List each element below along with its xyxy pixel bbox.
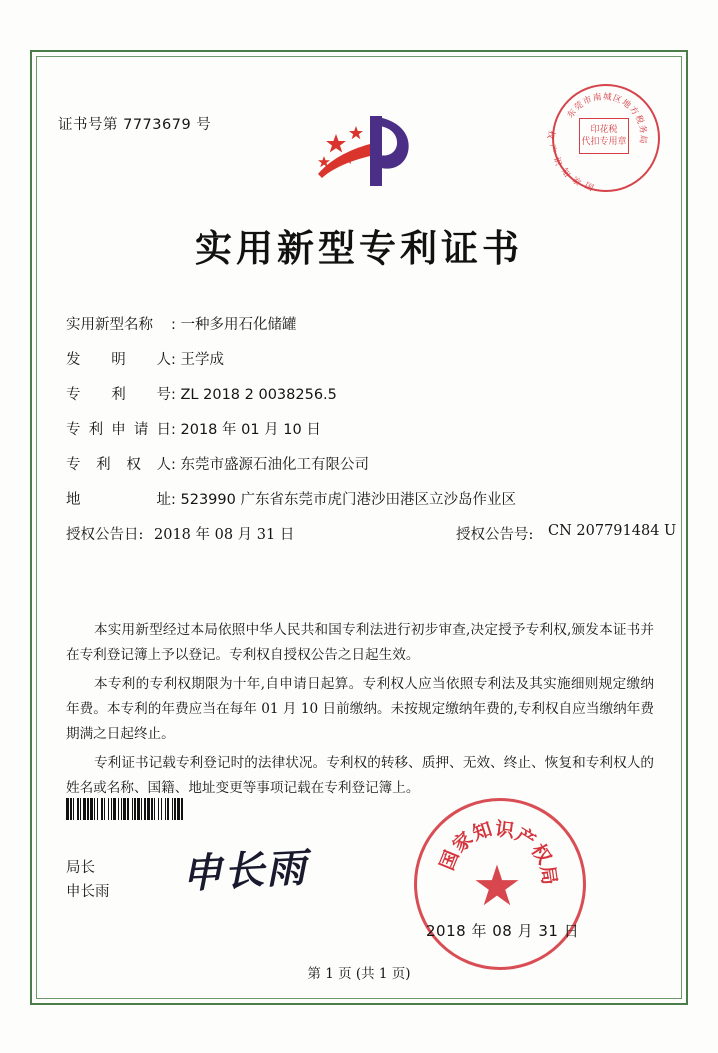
barcode-bar (137, 798, 140, 820)
field-value-grant-date: 2018 年 08 月 31 日 (154, 527, 295, 543)
barcode-bar (167, 798, 169, 820)
field-value-patent-number: ZL 2018 2 0038256.5 (180, 387, 337, 403)
barcode-bar (172, 798, 173, 820)
barcode-bar (181, 798, 183, 820)
field-value-application-date: 2018 年 01 月 10 日 (180, 422, 321, 438)
field-colon-1: : (171, 352, 176, 368)
field-label-inventor: 发 明 人 (66, 352, 171, 368)
barcode-bar (118, 798, 119, 820)
barcode-bar (70, 798, 72, 820)
field-row-grant (66, 523, 677, 558)
field-colon-2: : (171, 387, 176, 403)
barcode-bar (113, 798, 116, 820)
barcode-bar (134, 798, 136, 820)
field-row-patentee (66, 453, 656, 488)
barcode-bar (108, 798, 109, 820)
barcode-bar (90, 798, 93, 820)
barcode-bar (66, 798, 69, 820)
barcode-bar (151, 798, 153, 820)
barcode-bar (123, 798, 126, 820)
legal-paragraph-1: 本实用新型经过本局依照中华人民共和国专利法进行初步审查,决定授予专利权,颁发本证书并在专利登记簿上予以登记。专利权自授权公告之日起生效。 (66, 622, 654, 663)
field-row-patent-number (66, 383, 656, 418)
page-footer: 第 1 页 (共 1 页) (307, 966, 411, 982)
field-value-patentee: 东莞市盛源石油化工有限公司 (180, 457, 369, 473)
barcode-bar (73, 798, 74, 820)
field-row-inventor (66, 348, 656, 383)
barcode-bar (174, 798, 176, 820)
barcode-bar (141, 798, 142, 820)
page-title: 实用新型专利证书 (195, 226, 523, 270)
field-colon-3: : (171, 422, 176, 438)
director-title-label: 局长 (66, 860, 95, 876)
legal-paragraph-2: 本专利的专利权期限为十年,自申请日起算。专利权人应当依照专利法及其实施细则规定缴纳年费。本专利的年费应当在每年 01 月 10 日前缴纳。未按规定缴纳年费的,专利权自应当缴纳年费期满之日起终止。 (66, 676, 654, 742)
field-label-application-date: 专利申请日 (66, 422, 171, 438)
field-value-grant-publication-number: CN 207791484 U (548, 523, 677, 539)
barcode-bar (132, 798, 133, 820)
field-label-grant-date: 授权公告日: (66, 527, 144, 543)
seal-date: 2018 年 08 月 31 日 (426, 922, 580, 940)
patent-fields (66, 313, 677, 558)
legal-text (66, 618, 654, 805)
barcode-bar (101, 798, 103, 820)
barcode-bar (83, 798, 86, 820)
barcode-bar (147, 798, 150, 820)
field-value-inventor: 王学成 (180, 352, 224, 368)
patent-office-logo (300, 108, 420, 194)
field-label-address: 地 址 (66, 492, 171, 508)
national-emblem-icon: ★ (471, 854, 523, 919)
field-value-name: 一种多用石化储罐 (180, 317, 297, 333)
field-row-name (66, 313, 656, 348)
field-colon-4: : (171, 457, 176, 473)
field-label-patentee: 专 利 权 人 (66, 457, 171, 473)
field-label-name: 实用新型名称 (66, 317, 153, 333)
field-value-address: 523990 广东省东莞市虎门港沙田港区立沙岛作业区 (180, 492, 516, 508)
field-row-application-date (66, 418, 656, 453)
certificate-number: 证书号第 7773679 号 (58, 117, 212, 133)
barcode-bar (177, 798, 180, 820)
field-colon-0: : (171, 317, 176, 333)
field-row-address (66, 488, 656, 523)
director-signature: 申长雨 (180, 844, 309, 898)
tax-stamp-line2: 代扣专用章 (581, 137, 627, 147)
official-seal-arc-text: 国 家 知 识 产 权 局 (435, 817, 561, 887)
director-name-label: 申长雨 (66, 884, 110, 900)
patent-barcode (66, 798, 266, 820)
signature-labels (66, 856, 110, 904)
barcode-bar (127, 798, 129, 820)
field-colon-5: : (171, 492, 176, 508)
tax-stamp-seal (544, 84, 656, 194)
barcode-bar (111, 798, 112, 820)
barcode-bar (97, 798, 98, 820)
barcode-bar (154, 798, 155, 820)
barcode-bar (161, 798, 162, 820)
barcode-bar (104, 798, 105, 820)
border-corner-top-left (30, 50, 74, 94)
tax-stamp-inner-text (579, 118, 629, 154)
legal-paragraph-3: 专利证书记载专利登记时的法律状况。专利权的转移、质押、无效、终止、恢复和专利权人的姓名或名称、国籍、地址变更等事项记载在专利登记簿上。 (66, 755, 654, 796)
barcode-bar (165, 798, 166, 820)
barcode-bar (94, 798, 95, 820)
barcode-bar (121, 798, 122, 820)
barcode-bar (87, 798, 89, 820)
tax-stamp-arc-bottom: 国 家 知 识 产 权 (544, 129, 595, 194)
tax-stamp-line1: 印花税 (590, 125, 618, 135)
barcode-bar (158, 798, 159, 820)
tax-stamp-arc-top: 东 莞 市 南 城 区 地 方 税 务 局 (565, 91, 649, 145)
barcode-bar (80, 798, 81, 820)
barcode-bar (77, 798, 79, 820)
field-label-patent-number: 专 利 号 (66, 387, 171, 403)
field-label-grant-publication-number: 授权公告号: (456, 527, 534, 543)
barcode-bar (144, 798, 146, 820)
